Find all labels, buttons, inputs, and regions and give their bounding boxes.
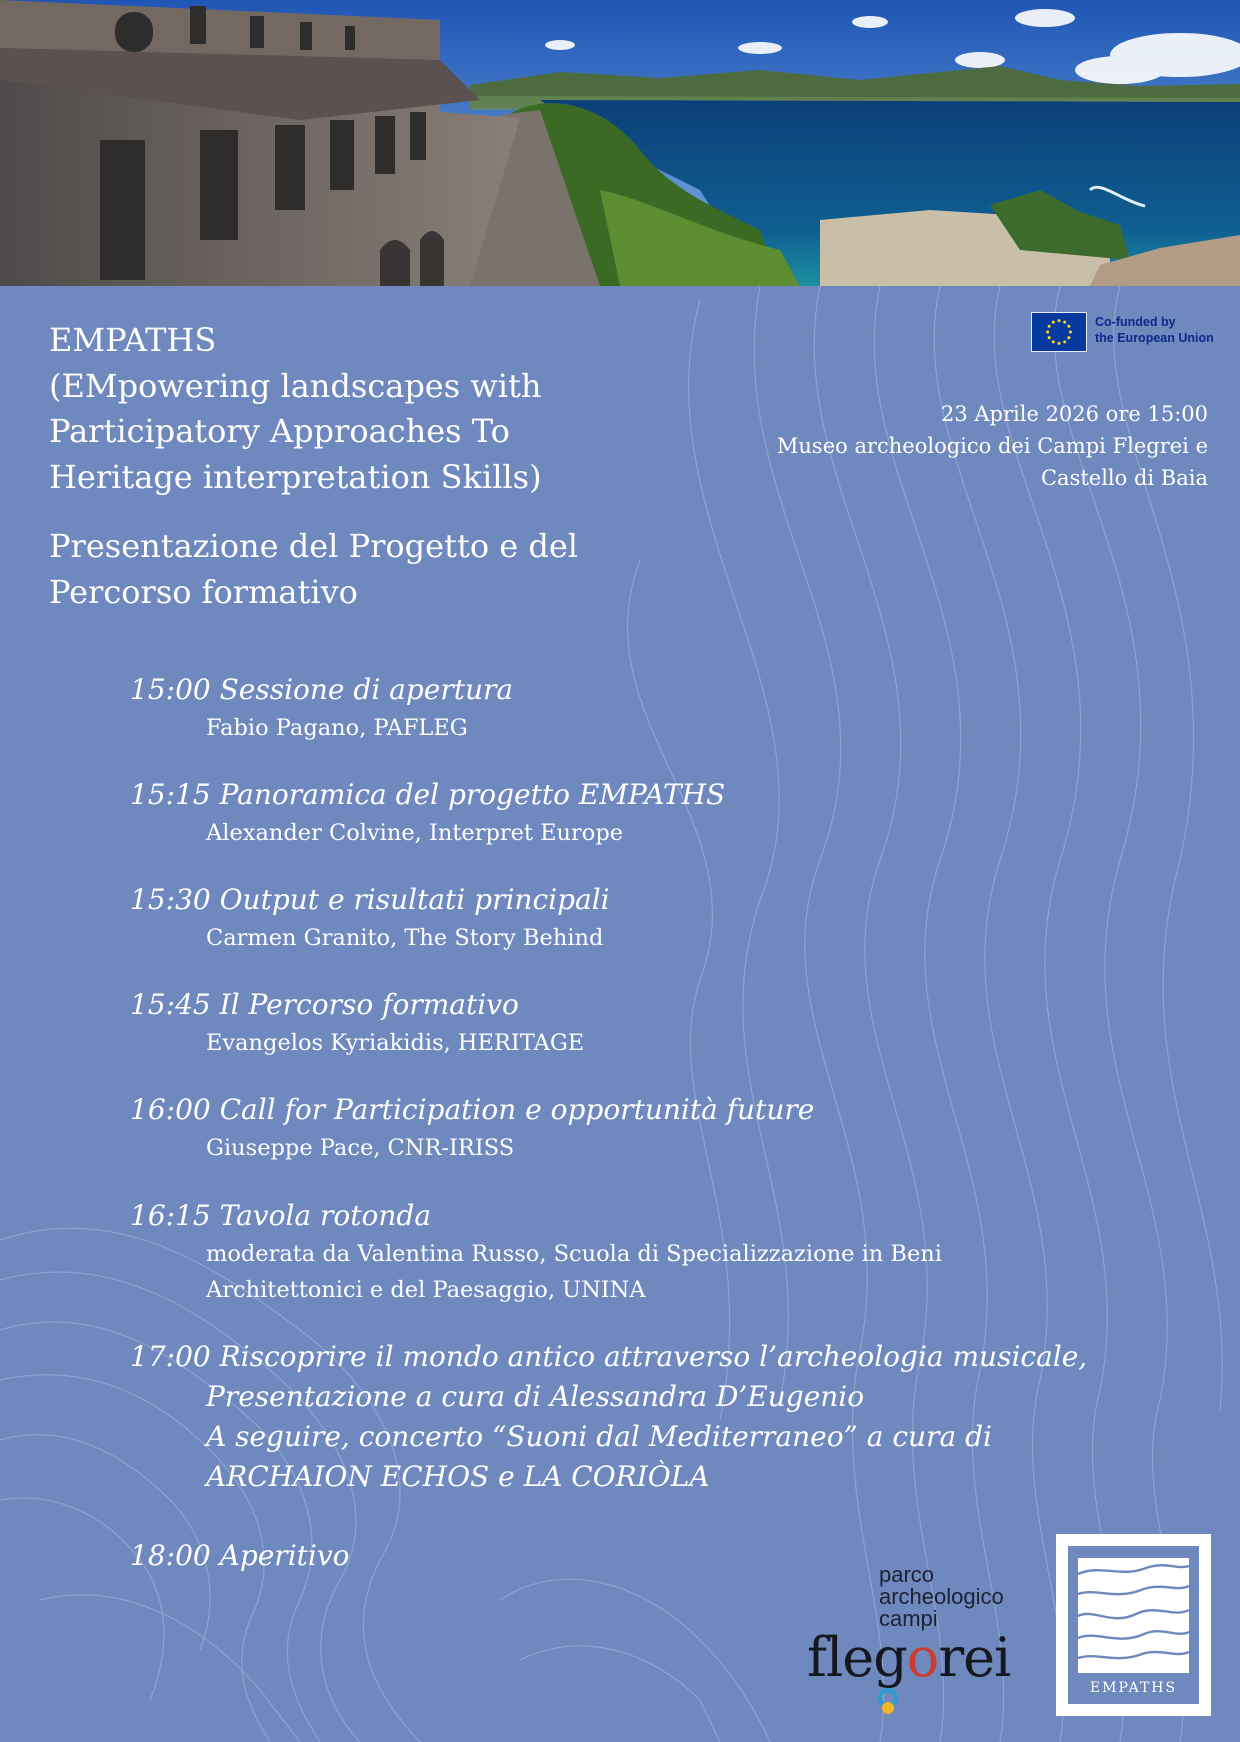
- session-title: 18:00 Aperitivo: [130, 1539, 350, 1572]
- session-speaker: Fabio Pagano, PAFLEG: [206, 715, 468, 741]
- subtitle-line: Presentazione del Progetto e del: [49, 527, 579, 565]
- eu-star: [1063, 321, 1066, 324]
- title-line: EMPATHS: [49, 321, 217, 359]
- session-speaker: Carmen Granito, The Story Behind: [206, 925, 604, 951]
- session-title: 15:30 Output e risultati principali: [130, 883, 610, 916]
- session-item: [130, 985, 584, 1061]
- parco-logo-line: parco: [879, 1562, 935, 1587]
- session-title: 17:00 Riscoprire il mondo antico attraverso l’archeologia musicale,: [130, 1340, 1088, 1373]
- parco-logo-line: campi: [879, 1606, 938, 1631]
- session-item: [130, 670, 513, 746]
- eu-text-line: Co-funded by: [1095, 315, 1176, 329]
- eu-star: [1057, 342, 1060, 345]
- session-item: [130, 1536, 350, 1576]
- flegrei-highlight: o: [906, 1626, 939, 1689]
- event-date-time: 23 Aprile 2026 ore 15:00: [940, 402, 1208, 426]
- session-title: 15:15 Panoramica del progetto EMPATHS: [130, 778, 726, 811]
- event-venue-line: Museo archeologico dei Campi Flegrei e: [776, 434, 1208, 458]
- hero-photo: [0, 0, 1240, 286]
- eu-cofunded-text: [1095, 314, 1214, 346]
- eu-text-line: the European Union: [1095, 331, 1214, 345]
- event-venue-line: Castello di Baia: [1040, 466, 1208, 490]
- session-item: [130, 880, 610, 956]
- eu-flag-icon: [1031, 312, 1087, 352]
- session-title: 16:00 Call for Participation e opportunità future: [130, 1093, 815, 1126]
- empaths-logo: [1056, 1534, 1211, 1716]
- parco-campi-flegrei-logo: [805, 1564, 1035, 1716]
- session-continuation: Presentazione a cura di Alessandra D’Eugenio: [206, 1380, 865, 1413]
- event-title: [49, 318, 669, 500]
- parco-logo-line: archeologico: [879, 1584, 1004, 1609]
- empaths-logo-label: EMPATHS: [1089, 1680, 1178, 1696]
- eu-star: [1046, 330, 1049, 333]
- title-line: Heritage interpretation Skills): [49, 457, 542, 496]
- event-subtitle: [49, 524, 669, 615]
- flegrei-color-drop-icon: [875, 1688, 901, 1716]
- title-line: (EMpowering landscapes with: [49, 366, 542, 405]
- session-item: [130, 775, 725, 851]
- flegrei-part: rei: [938, 1626, 1011, 1689]
- flegrei-wordmark: [807, 1628, 1010, 1688]
- eu-star: [1067, 325, 1070, 328]
- session-speaker: Alexander Colvine, Interpret Europe: [206, 820, 624, 846]
- session-continuation: A seguire, concerto “Suoni dal Mediterraneo” a cura di: [206, 1420, 992, 1453]
- session-speaker: Evangelos Kyriakidis, HERITAGE: [206, 1030, 585, 1056]
- session-speaker: Giuseppe Pace, CNR-IRISS: [206, 1135, 515, 1161]
- eu-star: [1048, 336, 1051, 339]
- session-item: [130, 1090, 814, 1166]
- flegrei-part: fle: [807, 1626, 874, 1689]
- eu-star: [1067, 336, 1070, 339]
- eu-star: [1052, 321, 1055, 324]
- eu-star: [1063, 340, 1066, 343]
- session-title: 15:00 Sessione di apertura: [130, 673, 514, 706]
- eu-star: [1057, 319, 1060, 322]
- session-continuation: ARCHAION ECHOS e LA CORIÒLA: [206, 1460, 710, 1493]
- session-title: 16:15 Tavola rotonda: [130, 1199, 432, 1232]
- eu-cofunded-logo: [1031, 312, 1216, 354]
- parco-logo-words: [879, 1564, 1004, 1630]
- subtitle-line: Percorso formativo: [49, 572, 358, 611]
- session-speaker: Architettonici e del Paesaggio, UNINA: [206, 1277, 646, 1303]
- session-title: 15:45 Il Percorso formativo: [130, 988, 519, 1021]
- session-speaker: moderata da Valentina Russo, Scuola di Specializzazione in Beni: [206, 1241, 942, 1267]
- eu-star: [1052, 340, 1055, 343]
- session-item: [130, 1196, 942, 1308]
- event-date-venue: [777, 398, 1208, 494]
- flegrei-part: g: [873, 1626, 907, 1689]
- title-line: Participatory Approaches To: [49, 412, 510, 450]
- eu-star: [1048, 325, 1051, 328]
- session-item: [130, 1337, 1087, 1497]
- eu-star: [1069, 330, 1072, 333]
